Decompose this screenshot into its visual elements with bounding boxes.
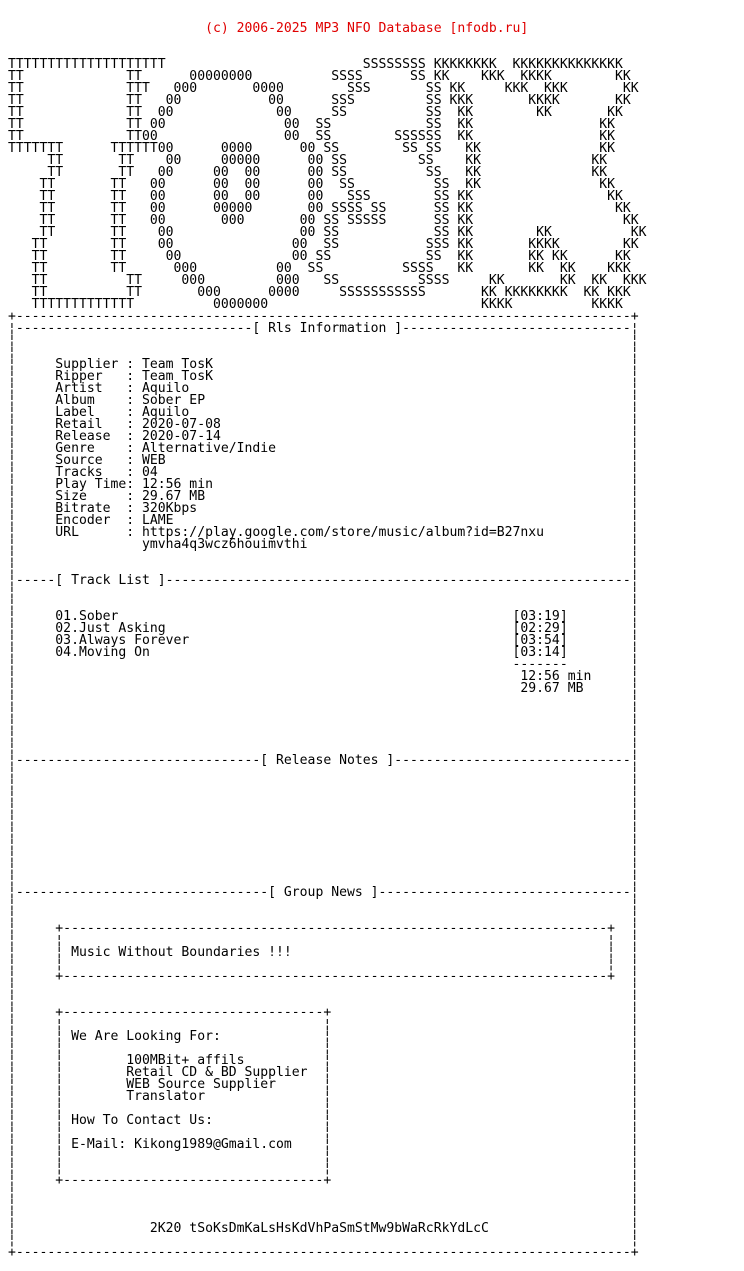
nfo-line: ¦-----[ Track List ]-----------------------------------------------------------¦ — [8, 573, 639, 588]
nfo-line: ¦ Artist : Aquilo ¦ — [8, 381, 639, 396]
nfo-line: ¦ 01.Sober [03:19] ¦ — [8, 609, 639, 624]
nfo-line: TT TT 00 00 SS SS KK KK KK KK — [8, 249, 631, 264]
nfo-line: ¦ ¦ ¦ ¦ — [8, 1017, 639, 1032]
nfo-line: ¦ +---------------------------------------------------------------------+ ¦ — [8, 969, 639, 984]
nfo-line: TTTTTTT TTTTTT00 0000 00 SS SS SS KK KK — [8, 141, 615, 156]
nfo-line: ¦ ¦ E-Mail: Kikong1989@Gmail.com ¦ ¦ — [8, 1137, 639, 1152]
nfo-line: ¦ ¦ — [8, 741, 639, 756]
nfo-line: ¦ ¦ ¦ ¦ — [8, 1041, 639, 1056]
nfo-line: ¦ ¦ ¦ ¦ — [8, 1125, 639, 1140]
nfo-line: ¦ ¦ ¦ ¦ — [8, 1101, 639, 1116]
nfo-line: ¦ ¦ — [8, 861, 639, 876]
nfo-line: ¦ Ripper : Team TosK ¦ — [8, 369, 639, 384]
nfo-line: TT TT 00 00000 00 SS SS KK KK — [8, 153, 608, 168]
nfo-line: TT TT 00 00000 00 SSSS SS SS KK KK — [8, 201, 631, 216]
nfo-line: ¦ ¦ — [8, 813, 639, 828]
nfo-line: TT TT 00 00 SS SS KK KK KK — [8, 225, 647, 240]
nfo-line: ¦ ¦ ¦ ¦ — [8, 1161, 639, 1176]
nfo-line: ¦ Label : Aquilo ¦ — [8, 405, 639, 420]
nfo-line: ¦ Release : 2020-07-14 ¦ — [8, 429, 639, 444]
nfo-line: ¦ Size : 29.67 MB ¦ — [8, 489, 639, 504]
nfo-line: TT TTT 000 0000 SSS SS KK KKK KKK KK — [8, 81, 639, 96]
nfo-line: ¦ 03.Always Forever [03:54] ¦ — [8, 633, 639, 648]
nfo-line: TT TT 000 000 SS SSSS KK KK KK KKK — [8, 273, 647, 288]
nfo-line: ¦ ¦ ¦ ¦ — [8, 933, 639, 948]
nfo-line: TT TT 00 00 SS SS KK KK KK — [8, 105, 623, 120]
nfo-line: ¦ +---------------------------------+ ¦ — [8, 1005, 639, 1020]
nfo-line: ¦ Supplier : Team TosK ¦ — [8, 357, 639, 372]
nfo-line: ¦ ¦ — [8, 777, 639, 792]
nfo-line: TT TT 00 00 SS SSS KK KKKK KK — [8, 237, 639, 252]
nfo-line: ¦ Album : Sober EP ¦ — [8, 393, 639, 408]
nfo-line: TT TT 00 00 00 00 SS SS KK KK — [8, 165, 608, 180]
nfo-line: TTTTTTTTTTTTT 0000000 KKKK KKKK — [8, 297, 623, 312]
nfo-line: ¦--------------------------------[ Group News ]--------------------------------¦ — [8, 885, 639, 900]
nfo-line: ¦ ¦ Retail CD & BD Supplier ¦ ¦ — [8, 1065, 639, 1080]
nfo-line: ¦ ¦ — [8, 549, 639, 564]
nfo-line: ¦ ¦ — [8, 1233, 639, 1248]
nfo-line: ¦ Tracks : 04 ¦ — [8, 465, 639, 480]
nfo-line: ¦ ¦ ¦ ¦ — [8, 1149, 639, 1164]
nfo-line: ¦ ¦ — [8, 1197, 639, 1212]
nfo-line: +------------------------------------------------------------------------------+ — [8, 309, 639, 324]
nfo-line: ¦ Genre : Alternative/Indie ¦ — [8, 441, 639, 456]
nfo-line: TT TT 00 00 SSS SS KKK KKKK KK — [8, 93, 631, 108]
nfo-line: ¦ ¦ — [8, 345, 639, 360]
nfo-line: ¦ 04.Moving On [03:14] ¦ — [8, 645, 639, 660]
nfo-line: TT TT 000 00 SS SSSS KK KK KK KKK — [8, 261, 631, 276]
nfo-line: ¦ +---------------------------------------------------------------------+ ¦ — [8, 921, 639, 936]
nfo-line: ¦ ¦ — [8, 693, 639, 708]
nfo-document — [8, 0, 647, 1271]
nfo-line: ¦ ¦ Translator ¦ ¦ — [8, 1089, 639, 1104]
nfo-line: ¦ ¦ — [8, 585, 639, 600]
nfo-line: ¦ ¦ — [8, 873, 639, 888]
nfo-line: ¦ ¦ — [8, 789, 639, 804]
nfo-line: ¦ 29.67 MB ¦ — [8, 681, 639, 696]
nfo-line: ¦ ¦ — [8, 825, 639, 840]
nfo-line: ¦ ------- ¦ — [8, 657, 639, 672]
nfo-line: ¦ ¦ — [8, 801, 639, 816]
nfo-line: ¦ Play Time: 12:56 min ¦ — [8, 477, 639, 492]
nfo-line: ¦ ¦ How To Contact Us: ¦ ¦ — [8, 1113, 639, 1128]
nfo-line: ¦ ¦ — [8, 837, 639, 852]
nfo-line: ¦ ¦ — [8, 993, 639, 1008]
nfo-line: ¦ ymvha4q3wcz6houimvthi ¦ — [8, 537, 639, 552]
nfo-line: ¦ 02.Just Asking [02:29] ¦ — [8, 621, 639, 636]
nfo-line: ¦------------------------------[ Rls Information ]-----------------------------¦ — [8, 321, 639, 336]
nfo-line: ¦ ¦ — [8, 561, 639, 576]
nfo-line: TT TT 000 0000 SSSSSSSSSSS KK KKKKKKKK KK KKK — [8, 285, 631, 300]
nfo-line: ¦ ¦ ¦ ¦ — [8, 957, 639, 972]
nfo-line: ¦ ¦ — [8, 729, 639, 744]
nfo-line: ¦ Retail : 2020-07-08 ¦ — [8, 417, 639, 432]
nfo-line: ¦ ¦ — [8, 333, 639, 348]
nfo-line: ¦ ¦ — [8, 897, 639, 912]
nfo-line: ¦ ¦ — [8, 765, 639, 780]
nfo-line: ¦-------------------------------[ Release Notes ]------------------------------¦ — [8, 753, 639, 768]
nfo-line: TT TT 00 00 00 00 SSS SS KK KK — [8, 189, 623, 204]
nfo-line: +------------------------------------------------------------------------------+ — [8, 1245, 639, 1260]
nfo-line: TT TT 00000000 SSSS SS KK KKK KKKK KK — [8, 69, 631, 84]
nfo-line: ¦ Bitrate : 320Kbps ¦ — [8, 501, 639, 516]
nfo-line: ¦ 12:56 min ¦ — [8, 669, 639, 684]
nfo-line: ¦ ¦ — [8, 849, 639, 864]
nfo-line: ¦ Source : WEB ¦ — [8, 453, 639, 468]
nfo-line: ¦ ¦ WEB Source Supplier ¦ ¦ — [8, 1077, 639, 1092]
nfo-line: ¦ ¦ We Are Looking For: ¦ ¦ — [8, 1029, 639, 1044]
nfo-line: ¦ URL : https://play.google.com/store/music/album?id=B27nxu ¦ — [8, 525, 639, 540]
nfo-line: TT TT 00 00 00 00 SS SS KK KK — [8, 177, 615, 192]
nfo-line: ¦ +---------------------------------+ ¦ — [8, 1173, 639, 1188]
nfo-line: ¦ ¦ — [8, 1185, 639, 1200]
nfo-line: TT TT00 00 SS SSSSSS KK KK — [8, 129, 615, 144]
nfo-line: ¦ 2K20 tSoKsDmKaLsHsKdVhPaSmStMw9bWaRcRkYdLcC ¦ — [8, 1221, 639, 1236]
nfo-line: ¦ ¦ — [8, 597, 639, 612]
nfo-line: TT TT 00 000 00 SS SSSSS SS KK KK — [8, 213, 639, 228]
nfo-line: ¦ ¦ Music Without Boundaries !!! ¦ ¦ — [8, 945, 639, 960]
nfo-line: ¦ ¦ 100MBit+ affils ¦ ¦ — [8, 1053, 639, 1068]
nfo-line: ¦ Encoder : LAME ¦ — [8, 513, 639, 528]
nfo-line: ¦ ¦ — [8, 705, 639, 720]
nfo-line: TT TT 00 00 SS SS KK KK — [8, 117, 615, 132]
nfo-body — [8, 59, 647, 1259]
nfo-line: ¦ ¦ — [8, 981, 639, 996]
nfo-line: ¦ ¦ — [8, 909, 639, 924]
nfo-database-credit: (c) 2006-2025 MP3 NFO Database [nfodb.ru] — [8, 21, 529, 36]
nfo-line: TTTTTTTTTTTTTTTTTTTT SSSSSSSS KKKKKKKK KKKKKKKKKKKKKK — [8, 57, 623, 72]
nfo-line: ¦ ¦ — [8, 717, 639, 732]
nfo-line: ¦ ¦ — [8, 1209, 639, 1224]
